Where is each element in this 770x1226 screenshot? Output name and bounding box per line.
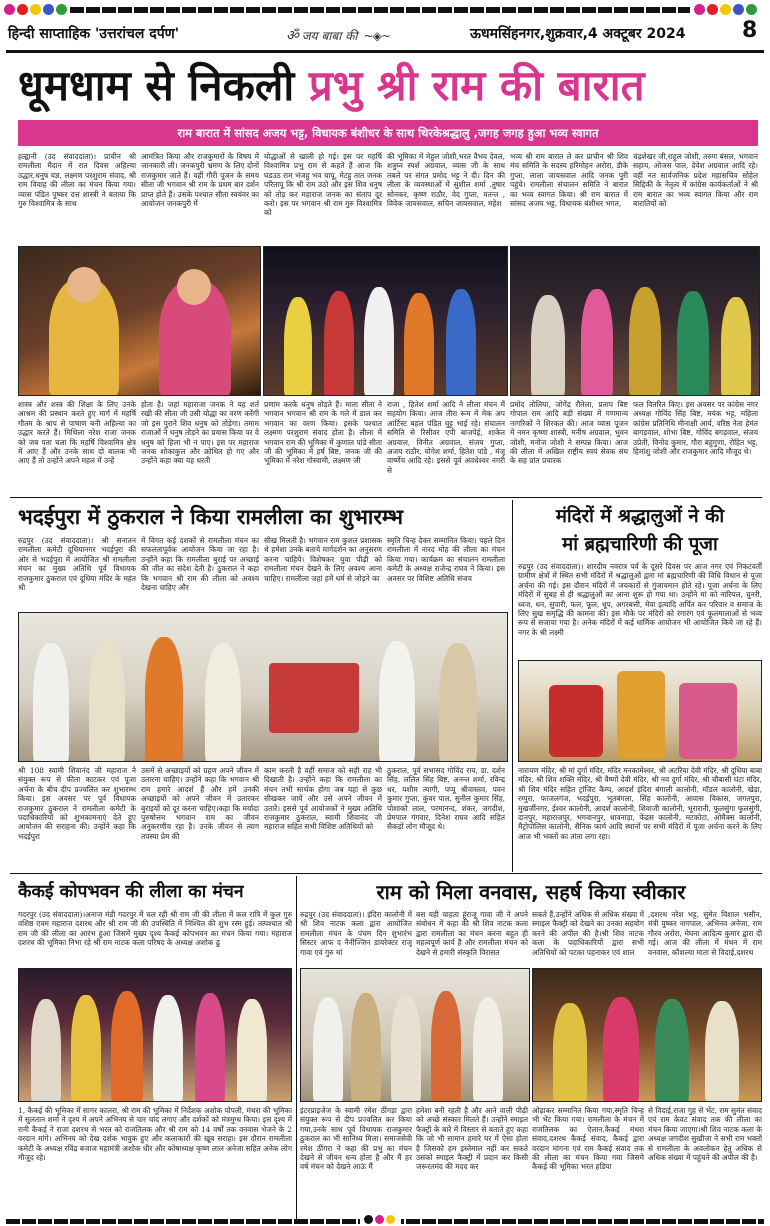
story5-bcol-3: ओढ़ाकर सम्मानित किया गया,स्मृति चिन्ह भी भेंट किया गया। रामलीला के मंचन में राजतिलक का ऐलान,कैकई मंथरा संवाद,दशरथ कैकई संवाद, कैकई द्वारा वरदान मांगना एवं राम कैकई संवाद तक की लीला का मंचन किया गया जिसमे कैकई की भूमिका भरत हडिया <box>532 1106 644 1172</box>
story1-col-3: योद्धाओं से खाली हो गई। इस पर महर्षि विश्वामित्र प्रभु राम से कहते हैं आज कि घडउठ राम भंजहु भव चापू, मेटहु तात जनक परितापू कि श्री राम उठो और इस शिव धनुष को तोड़ कर महाराज जनक का संताप दूर करो। इस पर भगवान श्री राम गुरु विश्वामित्र को <box>264 152 382 218</box>
story5-col-2: बस यही चाहता हूंराजू गावा जी ने अपने संबोधन में कहा की श्री शिव नाटक कला द्वारा रामलीला का मंचन करना बहुत ही महत्वपूर्ण कार्य है और रामलीला मंचन को देखने से हमारी संस्कृति विरासत <box>416 910 528 957</box>
story1-photo-1 <box>18 246 261 396</box>
dot-green-icon <box>746 4 757 15</box>
story2-col-1: रुद्रपुर (उद संवाददाता)। श्री सनातन रामलीला कमेटी दूधियानगर भदईपुरा की ओर से भदईपुरा में आयोजित श्री रामलीला मंचन का मुख्य अतिथि पूर्व विधायक राजकुमार ठुकराल एवं दूधिया मंदिर के महंत श्री <box>18 536 136 593</box>
story2-col-4: स्मृति चिन्ह देकर सम्मानित किया। पहले दिन रामलीला में नारद मोह की लीला का मंचन किया गया। कार्यक्रम का संचालन रामलीला कमेटी के अध्यक्ष राजेन्द्र राघव ने किया। इस अवसर पर विशिष्ट अतिथि संजय <box>387 536 505 583</box>
story4-body-bottom: 1, कैकई की भूमिका में सागर कालरा, श्री राम की भूमिका में निर्देशक अशोक पोपली, मंथरा की भूमिका में सुलतान शर्मा ने दृश्य में अपने अभिनय से चार चांद लगाए और दर्शकों को मंत्रमुग्ध किया। इस दृश्य में रानी कैकई ने राजा दशरथ से भरत को राजतिलक और श्री राम को 14 वर्षों तक वनवास भेजने के 2 वरदान मांगे। अभिनय को देख दर्शक भावुक हुए और कलाकारों की खूब सराहा। इस दौरान रामलीला कमेटी के अध्यक्ष रविंद्र बजाज महामंत्री अशोक धीर और कोषाध्यक्ष कृष्ण लाल अनेजा सहित अनेक लोग मौजूद रहे। <box>18 1106 292 1163</box>
dot-magenta-icon <box>4 4 15 15</box>
story2-headline: भदईपुरा में ठुकराल ने किया रामलीला का शुभारम्भ <box>18 505 403 529</box>
story1-col-1: हल्द्वानी (उद संवाददाता)। प्राचीन श्री रामलीला मैदान में रात दिवस अहिल्या उद्धार,धनुष यज्ञ, लक्ष्मण परशुराम संवाद, श्री राम विवाह की लीला का मंचन किया गया। व्यास पंडित पुष्कर दत्त शास्त्री ने बताया कि गुरु विश्वामित्र के साथ <box>18 152 136 209</box>
date-line: ऊधमसिंहनगर,शुक्रवार,4 अक्टूबर 2024 <box>470 26 686 42</box>
story5-bcol-1: इंटरप्राइजेज के स्वामी रमेश ठींगड़ा द्वारा संयुक्त रूप से दीप प्रज्वलित कर किया गया,उनके साथ पूर्व विधायक राजकुमार ठुकराल का भी सानिध्य मिला। समाजसेवी रमेश ठींगरा ने कहा की प्रभु का मंचन देखने से जीवन धन्य होता है और मैं हर वर्ष मंचन को देखने आऊं मैं <box>300 1106 412 1172</box>
story4-body-top: गदरपुर (उद संवाददाता)।अनाज मंडी गदरपुर में चल रही श्री राम जी की लीला में कल रात्रि में कुल गुरु वशिष्ठ एवम महाराज दशरथ और श्री राम जी की उपस्थिति में निश्चित की शुभ रस्म हुई। तत्पश्चात श्री राम जी की लीला का आरंभ हुआ जिसमें मुख्य दृश्य कैकई कोपभवन का मंचन किया गया। महाराज दशरथ की भूमिका निभा रहे श्री राम नाटक कला परिषद के अध्यक्ष अशोक ढु <box>18 910 292 948</box>
story1-headline-magenta: प्रभु श्री राम की बारात <box>308 61 645 110</box>
story3-photo <box>518 660 762 762</box>
divider-vertical-mid <box>512 500 513 872</box>
story2-col-2: में विगत कई दशकों से रामलीला मंचन का सफलतापूर्वक आयोजन किया जा रहा है। उन्होंने कहा कि रामलीला बुराई पर अच्छाई की जीत का संदेश देती है। ठुकराल ने कहा कि भगवान श्री राम की लीला को अवश्य देखना चाहिए और <box>141 536 259 593</box>
story2-bcol-1: श्री 108 स्वामी शिवानंद जी महाराज ने संयुक्त रूप से फीता काटकर एवं पूजा अर्चना के बीच दीप प्रज्वलित कर शुभारम्भ किया। इस अवसर पर पूर्व विधायक राजकुमार ठुकराल ने रामलीला कमेटी के पदाधिकारियों को शुभकामनाएं देते हुए आयोजन की सराहना की। उन्होंने कहा कि भदईपुरा <box>18 766 136 841</box>
story1-subhead: राम बारात में सांसद अजय भट्ट, विधायक बंशीधर के साथ थिरकेश्रद्धालु ,जगह जगह हुआ भव्य स्वागत <box>177 126 599 140</box>
divider-story1 <box>10 497 762 498</box>
story2-bcol-3: काम करती है वहीं समाज को सही राह भी दिखाती है। उन्होंने कहा कि रामलीला का मंचन तभी सार्थक होगा जब यहां से कुछ सीखकर जायें और उसे अपने जीवन में उतारें। इससे पूर्व आयोजकों ने मुख्य अतिथि राजकुमार ठुकराल, स्वामी शिवानंद जी महाराज सहित सभी विशिष्ट अतिथियों को <box>264 766 382 832</box>
story1-photo-2 <box>263 246 508 396</box>
story1-bcol-1: शास्त्र और शस्त्र की शिक्षा के लिए उनके आश्रम की प्रस्थान करते हुए मार्ग में महर्षि गौतम के श्राप से पाषाण बनी अहिल्या का उद्धार करते हैं। मिथिला नरेश राजा जनक को जब पता चला कि महर्षि विश्वामित्र क्षेत्र में आए हैं और उनके साथ दो बालक भी आए हैं तो उन्होंने अपने महल में उन्हें <box>18 400 136 466</box>
dot-yellow-icon <box>30 4 41 15</box>
om-icon: ॐ <box>286 28 299 44</box>
dot-magenta-icon <box>375 1215 384 1224</box>
story1-col-6: चंद्रशेखर जी,राहुल जोशी, तरुण बंसल, भगवान सहाय, ओजस पाल, देवेश अग्रवाल आदि रहे। वहीं नत सार्वजनिक प्रदेश महासचिव सोहेल सिद्दिकी के नेतृत्व में कांग्रेस कार्यकर्ताओं ने श्री राम बारात का भव्य स्वागत किया और राम बारातियों को <box>633 152 758 209</box>
story1-bcol-4: राजा , हितेश शर्मा आदि ने लीला मंचन में सहयोग किया। आज तीरा रूम में मेक अप आर्टिस्ट बहल पंडित घुट्ट भाई रहे। संचालन समिति से रिसीवर एपी बाजपेई, शाकेत अग्रवाल, विनीत अग्रवाल, संजय गुप्ता, अजय राठौर, योगेश शर्मा, हितेश पांडे , मंजू वार्ष्णेय आदि रहे। इससे पूर्व अवधेश्वर नगरी से <box>387 400 505 475</box>
story5-col-1: रुद्रपुर (उद संवाददाता)। इंदिरा कालोनी में श्री शिव नाटक कला द्वारा आयोजित रामलीला मंचन के पंचम दिन शुभारंभ सिस्टर आफ द नैनीज्जिन डायरेक्टर राजू गावा एवं गुरु मां <box>300 910 412 957</box>
story1-col-4: की भूमिका में मेहुल जोशी,भरत वैभव देवल, शत्रुघ्न स्पर्श अग्रवाल, व्यास जी के साथ तबले पर संगत प्रमोद भट्ट ने दी। दिन की लीला के व्यवस्थाओं में सुशील शर्मा ,तुषार सोनकर, कृष्ण राठौर, वेद गुप्ता, यतन्त , विवेक जायसवाल, सचिन जायसवाल, महेश <box>387 152 505 209</box>
page-number: 8 <box>742 18 758 43</box>
dot-black-icon <box>364 1215 373 1224</box>
story5-bcol-2: हमेशा बनी रहती है और आने वाली पीढ़ी को अच्छे संस्कार मिलते हैं। उन्होंने स्माइल फैक्ट्री के बारे में विस्तार से बताते हुए कहा कि जो भी सामान हमारे घर में ऐसा होता है जिसको हम इस्तेमाल नहीं कर सकते उसको स्माइल फैक्ट्री में प्रदान कर किसी जरूरतमंद की मदद कर <box>416 1106 528 1172</box>
masthead-dots-right <box>694 4 759 15</box>
dot-green-icon <box>56 4 67 15</box>
dot-magenta-icon <box>694 4 705 15</box>
story1-col-5: भव्य श्री राम बारात ले कर प्राचीन श्री शिव मंच समिति के सदस्य हरिमोहन अरोरा, डीके गुप्ता, लाला जायसवाल आदि जनक पुरी पहुंचे। रामलीला संचालन समिति ने बारात का भव्य स्वागत किया। श्री राम बारात में सांसद अजय भट्ट, विधायक बंशीधर भगत, <box>510 152 628 209</box>
story4-photo <box>18 968 292 1102</box>
story2-photo <box>18 612 508 762</box>
story2-bcol-2: उसमें से अच्छाइयों को ग्रहण अपने जीवन में उतारना चाहिए। उन्होंने कहा कि भगवान श्री राम हमारे आदर्श हैं और हमें उनकी अच्छाइयों को अपने जीवन में उतारकर बुराइयों को दूर करना चाहिए।कहा कि मर्यादा पुरुषोत्तम भगवान राम का जीवन अनुकरणीय रहा है। उनके जीवन से त्याग तपस्या प्रेम की <box>141 766 259 841</box>
footer-dots <box>360 1215 401 1224</box>
masthead-center <box>286 26 390 45</box>
masthead-center-text: जय बाबा की <box>301 29 358 43</box>
story2-bcol-4: ठुकराल, पूर्व सभासद गोविंद राय, डा. दर्शन सिंह, ललित सिंह बिष्ट, अनन्त शर्मा, रविन्द्र धर, यशीम त्यागी, पप्पू श्रीवास्तव, पवन कुमार गुप्ता, कुंवर पाल, सुनील कुमार सिंह, पोशाको लाल, परमानन्द, शंकर, जगदीश, प्रेमपाल गंगवार, दिनेश राघव आदि सहित सैकड़ों लोग मौजूद थे। <box>387 766 505 832</box>
story1-bcol-6: फल वितरित किए। इस अवसर पर कांग्रेस नगर अध्यक्ष गोविंद सिंह बिष्ट, मयंक भट्ट, महिला कांग्रेस प्रतिनिधि मीनाक्षी आर्य, वरिष्ठ नेता हेमंत बागड़वाल, शोभा बिष्ट, गोविंद बगड़वाल, संजय उप्रेती, विनोद कुमार, गौरा बहुगुणा, रोहित भट्ट, हिमांशु जोशी और राजकुमार आदि मौजूद थे। <box>633 400 758 457</box>
story1-col-2: आमंत्रित किया और राजकुमारों के विषय में जानकारी ली। जनकपुरी भ्रमण के लिए दोनों राजकुमार जाते हैं। वहीं गौरी पूजन के समय सीता जी भगवान श्री राम के प्रथम बार दर्शन प्राप्त होते हैं। उसके पश्चात सीता स्वयंवर का आयोजन जनकपुरी में <box>141 152 259 209</box>
story5-bcol-4: से विदाई,राजा गुह से भेंट, राम सुमंत संवाद एवं राम केवट संवाद तक की लीला का मंचन किया जाएगा।श्री शिव नाटक कला के अध्यक्ष जगदीश सुखीजा ने सभी राम भक्तों से रामलीला के अवलोकन हेतु अधिक से अधिक संख्या में पहुंचने की अपील की है। <box>648 1106 762 1163</box>
story3-body-top: रुद्रपुर (उद संवाददाता)। शारदीय नवरात्र पर्व के दूसरे दिवस पर आज नगर एवं निकटवर्ती ग्रामीण क्षेत्रों में स्थित सभी मंदिरों में श्रद्धालुओं द्वारा मां ब्रह्मचारिणी की विधि विधान से पूजा अर्चना की गई। इस दौरान मंदिरों में जयकारों से गुंजायमान होते रहे। पूजा अर्चना के लिए मंदिरों में सुबह से ही श्रद्धालुओं का आना शुरू हो गया था। उन्होंने मां को नारियल, चुनरी, ध्वज, धन, सुपारी, फल, फूल, धूप, अगरबत्ती, मेवा इत्यादि अर्पित कर परिवार व समाज के लिए सुख समृद्धि की कामना की। इस मौके पर मंदिरों को रंगारंग एवं फूलमालाओं से भव्य रूप से सजाया गया है। अनेक मंदिरों में कई धार्मिक आयोजन भी आयोजित किये जा रहे हैं। नगर के श्री लक्ष्मी <box>518 562 762 637</box>
story1-bcol-3: प्रणाम करके धनुष तोड़ते हैं। माता सीता ने भगवान भगवान श्री राम के गले में डाल कर भगवान का वरण किया। इसके पश्चात लक्ष्मण परशुराम संवाद होता है। लीला में भगवान राम की भूमिका में कुणाल पांडे सीता जी की भूमिका में हर्ष बिष्ट, जनक जी की भूमिका में नरेश गोस्वामी, लक्ष्मण जी <box>264 400 382 466</box>
dot-blue-icon <box>733 4 744 15</box>
story1-bcol-2: होता है। जहां महाराजा जनक ने यह शर्त रखी की सीता जी उसी योद्धा का वरण करेंगी जो इस पुराने शिव धनुष को तोड़ेगा। तमाम राजाओं ने धनुष तोड़ने का प्रयास किया पर वे धनुष को हिला भी न पाए। इस पर महाराज जनक शोकाकुल और क्रोधित हो गए और उन्होंने कहा क्या यह धरती <box>141 400 259 466</box>
masthead-rule-top <box>70 7 690 13</box>
story5-col-4: ,दशरथ नरेश भट्ट, सुमेत विशाल भसीन, मंत्री पुष्कर नागपाल, अभिनव अनेजा, राम गौरव अरोरा, मेघना आदित्य कुमार द्वारा दी गई। आज की लीला में मंथन में राम वनवास, कौशल्या माता से विदाई,दशरथ <box>648 910 762 957</box>
story5-photo-2 <box>532 968 762 1102</box>
story5-headline: राम को मिला वनवास, सहर्ष किया स्वीकार <box>376 880 686 904</box>
story1-headline-black: धूमधाम से निकली <box>18 61 295 110</box>
dot-blue-icon <box>43 4 54 15</box>
story5-photo-1 <box>300 968 530 1102</box>
story3-headline-2: मां ब्रह्मचारिणी की पूजा <box>562 534 718 555</box>
story4-headline: कैकई कोपभवन की लीला का मंचन <box>18 882 244 902</box>
story1-headline <box>18 58 758 116</box>
story5-col-3: सकते हैं,उन्होंने अधिक से अधिक संख्या में स्माइल फैक्ट्री को देखने का उनका सहयोग करने की अपील की है।श्री शिव नाटक कला के पदाधिकारियों द्वारा सभी अतिथियों को पटका पहनाकर एवं शाल <box>532 910 644 957</box>
dot-red-icon <box>707 4 718 15</box>
ornament-icon: ~◈~ <box>363 28 390 43</box>
masthead-underline <box>6 50 764 53</box>
dot-yellow-icon <box>386 1215 395 1224</box>
divider-vertical-low <box>296 876 297 1220</box>
story3-headline-1: मंदिरों में श्रद्धालुओं ने की <box>555 506 725 527</box>
story1-bcol-5: प्रमोद तोलिया, जोगेंद्र रौतेला, प्रताप बिष्ट गोपाल राम आदि बड़ी संख्या में गणमान्य नागरिकों ने शिरकत की। आज व्यास पूजन में नमन कृष्णा शास्त्री, मनीष अग्रवाल, भुवन जोशी, मनोज जोशी ने सम्पन्न किया। आज की लीला में अखिल राष्ट्रीय स्वयं सेवक संघ के सह प्रांत प्रचारक <box>510 400 628 466</box>
paper-name: हिन्दी साप्ताहिक 'उत्तरांचल दर्पण' <box>8 26 180 42</box>
divider-story2 <box>10 873 762 874</box>
dot-red-icon <box>17 4 28 15</box>
story3-body-bottom: नारायण मंदिर, श्री मां दुर्गा मंदिर, मंदिर मनकामेश्वर, श्री अटरिया देवी मंदिर, श्री दूधिया बाबा मंदिर, श्री शिव शक्ति मंदिर, श्री वैष्णों देवी मंदिर, श्री नव दुर्गा मंदिर, श्री चौबासी घंटा मंदिर, श्री शिव मंदिर सहित ट्रांजिट कैम्प, आदर्श इंदिरा बंगाली कालोनी, मॉडल कालोनी, खेड़ा, रम्पुरा, फाजलगंज, भदईपुरा, भूतबंगला, सिंह कालोनी, आवास विकास, जगतपुरा, मुखर्जीनगर, ईश्वर कालोनी, आदर्श कालोनी, शिवाजी कालोनी, भूरारानी, फुलसुंगा फुलसुंगी, दानपुर, महाराजपुर, भगवानपुर, धावनाड़ा, फेंद्रस कालोनी, मटकोटा, ओमैक्स कालोनी, मैट्रोपोलिस कालोनी, सैनिक फार्म आदि स्थानों पर सभी मंदिरों में पूजा अर्चना करने के लिए आज भी भक्तों का तांता लगा रहा। <box>518 766 762 841</box>
dot-yellow-icon <box>720 4 731 15</box>
story1-subhead-banner <box>18 120 758 146</box>
story2-col-3: सीख मिलती है। भगवान राम कुशल प्रशासक थे हमेशा उनके बताये मार्गदर्शन का अनुसरण करना चाहिये। विशेषकर युवा पीढ़ी को रामलीला मंचन देखने के लिए अवश्य आना चाहिए। रामलीला जहां हमें धर्म से जोड़ने का <box>264 536 382 583</box>
story1-photo-3 <box>510 246 760 396</box>
masthead-dots-left <box>4 4 69 15</box>
